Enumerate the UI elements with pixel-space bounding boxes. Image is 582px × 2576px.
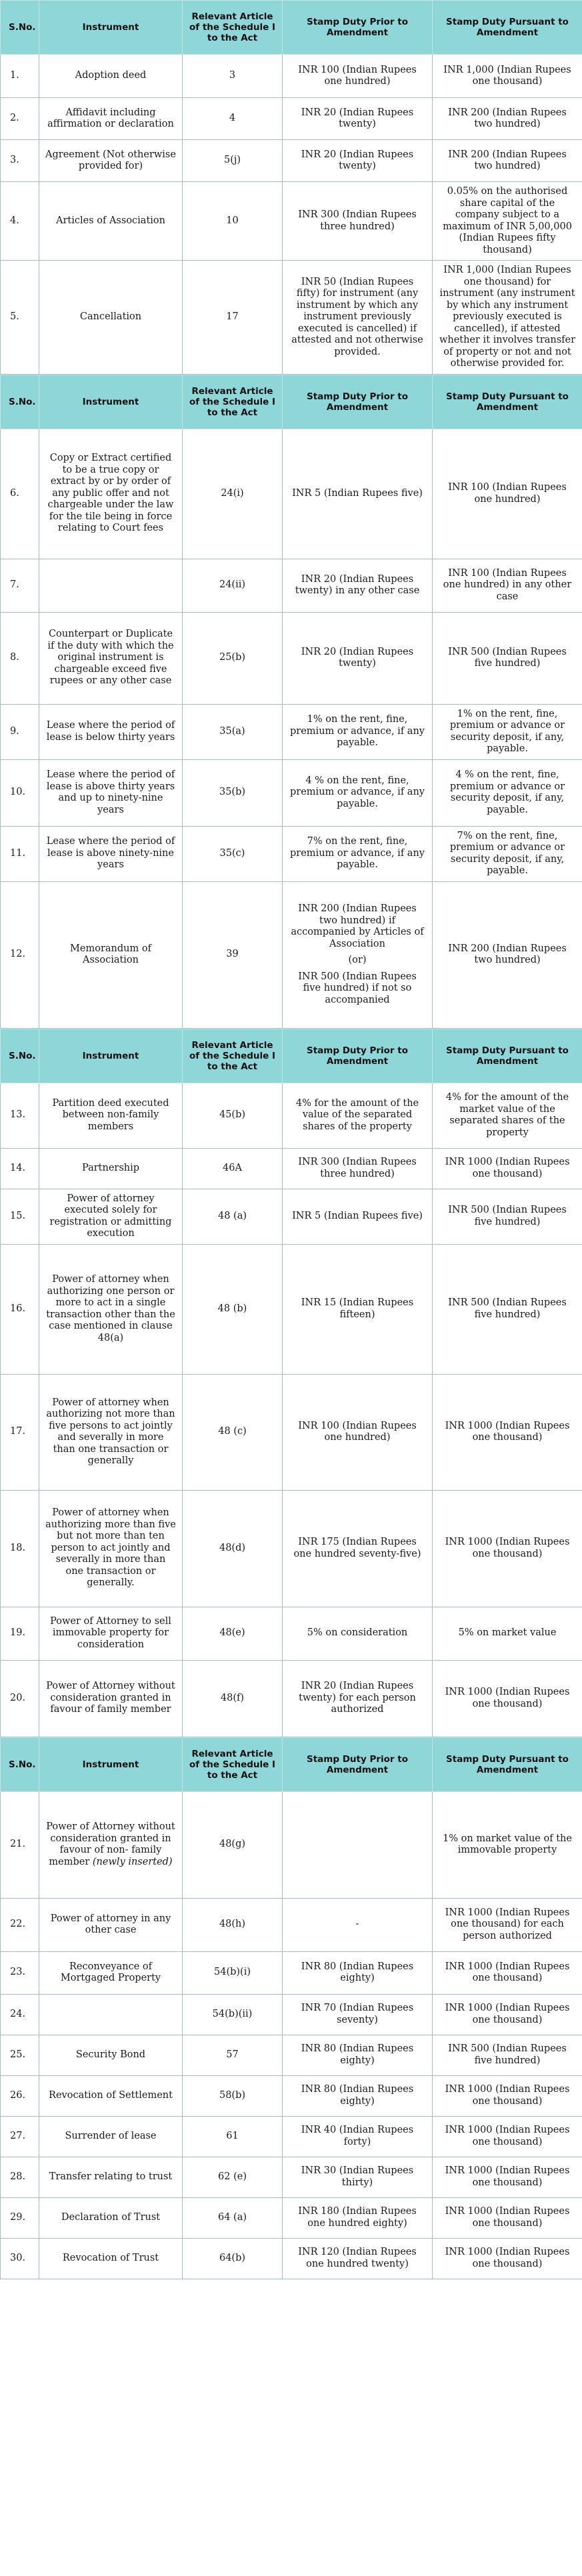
table-row xyxy=(1,1244,582,1374)
row-sno: 16. xyxy=(1,1244,39,1374)
row-instrument: Power of Attorney to sell immovable property for consideration xyxy=(39,1607,183,1660)
row-sno: 2. xyxy=(1,98,39,140)
row-instrument: Power of attorney when authorizing one person or more to act in a single transaction other than the case mentioned in clause 48(a) xyxy=(39,1244,183,1374)
row-sno: 24. xyxy=(1,1994,39,2035)
row-sno: 4. xyxy=(1,182,39,261)
row-instrument: Agreement (Not otherwise provided for) xyxy=(39,140,183,182)
row-prior-duty: INR 5 (Indian Rupees five) xyxy=(283,429,433,559)
row-sno: 13. xyxy=(1,1083,39,1148)
row-prior-duty: INR 20 (Indian Rupees twenty) xyxy=(283,98,433,140)
table-row xyxy=(1,2075,582,2116)
row-pursuant-duty: INR 1000 (Indian Rupees one thousand) xyxy=(433,2075,582,2116)
row-article: 48 (a) xyxy=(183,1189,283,1244)
row-prior-duty: 7% on the rent, fine, premium or advance, if any payable. xyxy=(283,826,433,881)
row-prior-duty: - xyxy=(283,1898,433,1951)
row-sno: 17. xyxy=(1,1374,39,1490)
row-sno: 1. xyxy=(1,55,39,98)
row-sno: 23. xyxy=(1,1951,39,1994)
row-prior-duty: INR 50 (Indian Rupees fifty) for instrument (any instrument by which any instrument previously executed is cancelled) if attested and not otherwise provided. xyxy=(283,261,433,375)
row-instrument: Lease where the period of lease is below thirty years xyxy=(39,704,183,759)
row-prior-duty: INR 80 (Indian Rupees eighty) xyxy=(283,2075,433,2116)
table-row xyxy=(1,759,582,826)
table-row xyxy=(1,1791,582,1898)
row-sno: 5. xyxy=(1,261,39,375)
row-instrument: Power of Attorney without consideration granted in favour of family member xyxy=(39,1660,183,1737)
row-prior-duty xyxy=(283,1791,433,1898)
table-row xyxy=(1,1189,582,1244)
row-instrument: Cancellation xyxy=(39,261,183,375)
row-instrument: Partition deed executed between non-family members xyxy=(39,1083,183,1148)
row-prior-duty: INR 20 (Indian Rupees twenty) for each person authorized xyxy=(283,1660,433,1737)
row-pursuant-duty: INR 1,000 (Indian Rupees one thousand) xyxy=(433,55,582,98)
row-sno: 11. xyxy=(1,826,39,881)
row-article: 64(b) xyxy=(183,2238,283,2279)
row-sno: 3. xyxy=(1,140,39,182)
row-pursuant-duty: 4% for the amount of the market value of the separated shares of the property xyxy=(433,1083,582,1148)
row-pursuant-duty: INR 1000 (Indian Rupees one thousand) for each person authorized xyxy=(433,1898,582,1951)
row-instrument: Revocation of Settlement xyxy=(39,2075,183,2116)
table-row xyxy=(1,559,582,612)
table-header-row xyxy=(1,375,582,429)
table-header-row xyxy=(1,1,582,55)
header-sno: S.No. xyxy=(1,375,39,429)
table-row xyxy=(1,1898,582,1951)
row-article: 64 (a) xyxy=(183,2197,283,2238)
row-instrument: Power of attorney executed solely for registration or admitting execution xyxy=(39,1189,183,1244)
table-row xyxy=(1,261,582,375)
table-row xyxy=(1,1607,582,1660)
table-row xyxy=(1,1374,582,1490)
row-prior-duty: INR 40 (Indian Rupees forty) xyxy=(283,2116,433,2157)
row-sno: 6. xyxy=(1,429,39,559)
row-sno: 15. xyxy=(1,1189,39,1244)
row-article: 62 (e) xyxy=(183,2157,283,2197)
row-prior-duty: INR 70 (Indian Rupees seventy) xyxy=(283,1994,433,2035)
row-prior-duty: INR 20 (Indian Rupees twenty) in any other case xyxy=(283,559,433,612)
row-article: 39 xyxy=(183,881,283,1028)
row-instrument: Affidavit including affirmation or declaration xyxy=(39,98,183,140)
row-pursuant-duty: INR 200 (Indian Rupees two hundred) xyxy=(433,140,582,182)
row-pursuant-duty: 5% on market value xyxy=(433,1607,582,1660)
row-sno: 25. xyxy=(1,2035,39,2075)
row-article: 3 xyxy=(183,55,283,98)
header-sno: S.No. xyxy=(1,1029,39,1083)
header-article: Relevant Article of the Schedule I to the Act xyxy=(183,1029,283,1083)
header-pursuant: Stamp Duty Pursuant to Amendment xyxy=(433,1737,582,1791)
row-prior-duty: INR 5 (Indian Rupees five) xyxy=(283,1189,433,1244)
row-instrument: Articles of Association xyxy=(39,182,183,261)
row-article: 58(b) xyxy=(183,2075,283,2116)
row-sno: 18. xyxy=(1,1490,39,1607)
row-article: 24(ii) xyxy=(183,559,283,612)
row-prior-duty: INR 100 (Indian Rupees one hundred) xyxy=(283,1374,433,1490)
row-pursuant-duty: INR 100 (Indian Rupees one hundred) in any other case xyxy=(433,559,582,612)
row-pursuant-duty: INR 1,000 (Indian Rupees one thousand) for instrument (any instrument by which any instrument previously executed is cancelled), if attested whether it involves transfer of property or not and not otherwise provided for. xyxy=(433,261,582,375)
table-row xyxy=(1,2116,582,2157)
row-instrument: Copy or Extract certified to be a true copy or extract by or by order of any public offer and not chargeable under the law for the tile being in force relating to Court fees xyxy=(39,429,183,559)
row-sno: 30. xyxy=(1,2238,39,2279)
row-article: 57 xyxy=(183,2035,283,2075)
row-prior-duty: INR 15 (Indian Rupees fifteen) xyxy=(283,1244,433,1374)
newly-inserted-note: (newly inserted) xyxy=(92,1856,173,1867)
row-pursuant-duty: INR 500 (Indian Rupees five hundred) xyxy=(433,2035,582,2075)
stamp-duty-table-2 xyxy=(0,375,582,1029)
stamp-duty-table-3 xyxy=(0,1029,582,1737)
row-article: 45(b) xyxy=(183,1083,283,1148)
table-row xyxy=(1,1660,582,1737)
row-pursuant-duty: INR 500 (Indian Rupees five hundred) xyxy=(433,612,582,704)
row-prior-duty: 4 % on the rent, fine, premium or advance, if any payable. xyxy=(283,759,433,826)
row-article: 54(b)(i) xyxy=(183,1951,283,1994)
row-pursuant-duty: INR 200 (Indian Rupees two hundred) xyxy=(433,881,582,1028)
table-row xyxy=(1,2197,582,2238)
row-prior-duty: INR 175 (Indian Rupees one hundred seventy-five) xyxy=(283,1490,433,1607)
table-row xyxy=(1,2157,582,2197)
row-prior-duty: 5% on consideration xyxy=(283,1607,433,1660)
row-pursuant-duty: INR 1000 (Indian Rupees one thousand) xyxy=(433,2197,582,2238)
row-sno: 14. xyxy=(1,1148,39,1189)
row-article: 5(j) xyxy=(183,140,283,182)
row-article: 35(c) xyxy=(183,826,283,881)
header-prior: Stamp Duty Prior to Amendment xyxy=(283,1029,433,1083)
row-sno: 22. xyxy=(1,1898,39,1951)
header-sno: S.No. xyxy=(1,1737,39,1791)
header-article: Relevant Article of the Schedule I to the Act xyxy=(183,375,283,429)
row-instrument xyxy=(39,1791,183,1898)
prior-duty-or: (or) xyxy=(348,955,367,965)
row-pursuant-duty: INR 1000 (Indian Rupees one thousand) xyxy=(433,1660,582,1737)
row-article: 54(b)(ii) xyxy=(183,1994,283,2035)
row-sno: 19. xyxy=(1,1607,39,1660)
table-header-row xyxy=(1,1737,582,1791)
row-pursuant-duty: INR 1000 (Indian Rupees one thousand) xyxy=(433,1374,582,1490)
row-pursuant-duty: INR 1000 (Indian Rupees one thousand) xyxy=(433,1951,582,1994)
header-prior: Stamp Duty Prior to Amendment xyxy=(283,1,433,55)
row-article: 48 (b) xyxy=(183,1244,283,1374)
row-pursuant-duty: INR 1000 (Indian Rupees one thousand) xyxy=(433,1490,582,1607)
table-row xyxy=(1,1994,582,2035)
row-instrument xyxy=(39,1994,183,2035)
header-instrument: Instrument xyxy=(39,1737,183,1791)
row-pursuant-duty: INR 200 (Indian Rupees two hundred) xyxy=(433,98,582,140)
row-article: 48(g) xyxy=(183,1791,283,1898)
stamp-duty-table-1 xyxy=(0,0,582,375)
row-instrument: Partnership xyxy=(39,1148,183,1189)
header-sno: S.No. xyxy=(1,1,39,55)
row-pursuant-duty: INR 500 (Indian Rupees five hundred) xyxy=(433,1244,582,1374)
row-prior-duty: INR 80 (Indian Rupees eighty) xyxy=(283,1951,433,1994)
row-pursuant-duty: INR 1000 (Indian Rupees one thousand) xyxy=(433,2238,582,2279)
row-prior-duty: INR 100 (Indian Rupees one hundred) xyxy=(283,55,433,98)
row-pursuant-duty: 4 % on the rent, fine, premium or advance or security deposit, if any, payable. xyxy=(433,759,582,826)
row-instrument-text: Power of Attorney without consideration granted in favour of non- family member xyxy=(46,1821,175,1867)
header-pursuant: Stamp Duty Pursuant to Amendment xyxy=(433,1029,582,1083)
table-header-row xyxy=(1,1029,582,1083)
table-row xyxy=(1,55,582,98)
row-pursuant-duty: INR 500 (Indian Rupees five hundred) xyxy=(433,1189,582,1244)
row-instrument: Memorandum of Association xyxy=(39,881,183,1028)
header-prior: Stamp Duty Prior to Amendment xyxy=(283,1737,433,1791)
row-sno: 20. xyxy=(1,1660,39,1737)
row-instrument: Power of attorney in any other case xyxy=(39,1898,183,1951)
row-prior-duty: 4% for the amount of the value of the separated shares of the property xyxy=(283,1083,433,1148)
table-row xyxy=(1,612,582,704)
prior-duty-option-a: INR 200 (Indian Rupees two hundred) if accompanied by Articles of Association xyxy=(291,903,424,949)
header-instrument: Instrument xyxy=(39,375,183,429)
table-row xyxy=(1,98,582,140)
row-sno: 28. xyxy=(1,2157,39,2197)
row-article: 10 xyxy=(183,182,283,261)
row-instrument: Security Bond xyxy=(39,2035,183,2075)
header-pursuant: Stamp Duty Pursuant to Amendment xyxy=(433,375,582,429)
row-prior-duty: INR 300 (Indian Rupees three hundred) xyxy=(283,1148,433,1189)
table-row xyxy=(1,2238,582,2279)
row-instrument: Lease where the period of lease is above ninety-nine years xyxy=(39,826,183,881)
row-article: 35(b) xyxy=(183,759,283,826)
row-sno: 7. xyxy=(1,559,39,612)
row-sno: 27. xyxy=(1,2116,39,2157)
prior-duty-option-b: INR 500 (Indian Rupees five hundred) if not so accompanied xyxy=(298,971,417,1005)
table-row xyxy=(1,1490,582,1607)
row-prior-duty: INR 180 (Indian Rupees one hundred eighty) xyxy=(283,2197,433,2238)
row-prior-duty: 1% on the rent, fine, premium or advance, if any payable. xyxy=(283,704,433,759)
row-sno: 9. xyxy=(1,704,39,759)
table-row xyxy=(1,182,582,261)
row-article: 48(h) xyxy=(183,1898,283,1951)
row-pursuant-duty: 1% on market value of the immovable property xyxy=(433,1791,582,1898)
row-prior-duty: INR 120 (Indian Rupees one hundred twenty) xyxy=(283,2238,433,2279)
row-prior-duty xyxy=(283,881,433,1028)
row-pursuant-duty: INR 100 (Indian Rupees one hundred) xyxy=(433,429,582,559)
row-pursuant-duty: INR 1000 (Indian Rupees one thousand) xyxy=(433,2116,582,2157)
row-pursuant-duty: INR 1000 (Indian Rupees one thousand) xyxy=(433,2157,582,2197)
row-prior-duty: INR 30 (Indian Rupees thirty) xyxy=(283,2157,433,2197)
header-article: Relevant Article of the Schedule I to the Act xyxy=(183,1737,283,1791)
row-instrument: Surrender of lease xyxy=(39,2116,183,2157)
row-prior-duty: INR 20 (Indian Rupees twenty) xyxy=(283,612,433,704)
header-article: Relevant Article of the Schedule I to the Act xyxy=(183,1,283,55)
row-instrument xyxy=(39,559,183,612)
table-row xyxy=(1,2035,582,2075)
row-prior-duty: INR 20 (Indian Rupees twenty) xyxy=(283,140,433,182)
row-pursuant-duty: 1% on the rent, fine, premium or advance or security deposit, if any, payable. xyxy=(433,704,582,759)
row-instrument: Transfer relating to trust xyxy=(39,2157,183,2197)
header-instrument: Instrument xyxy=(39,1029,183,1083)
row-article: 35(a) xyxy=(183,704,283,759)
row-instrument: Reconveyance of Mortgaged Property xyxy=(39,1951,183,1994)
row-article: 24(i) xyxy=(183,429,283,559)
row-instrument: Adoption deed xyxy=(39,55,183,98)
row-article: 25(b) xyxy=(183,612,283,704)
row-article: 48(f) xyxy=(183,1660,283,1737)
row-article: 4 xyxy=(183,98,283,140)
row-instrument: Counterpart or Duplicate if the duty with which the original instrument is chargeable exceed five rupees or any other case xyxy=(39,612,183,704)
row-prior-duty: INR 300 (Indian Rupees three hundred) xyxy=(283,182,433,261)
table-row xyxy=(1,1148,582,1189)
row-sno: 12. xyxy=(1,881,39,1028)
row-article: 17 xyxy=(183,261,283,375)
row-instrument: Revocation of Trust xyxy=(39,2238,183,2279)
row-sno: 29. xyxy=(1,2197,39,2238)
table-row xyxy=(1,140,582,182)
table-row xyxy=(1,704,582,759)
row-pursuant-duty: INR 1000 (Indian Rupees one thousand) xyxy=(433,1148,582,1189)
row-sno: 21. xyxy=(1,1791,39,1898)
table-row xyxy=(1,881,582,1028)
row-instrument: Power of attorney when authorizing not more than five persons to act jointly and severally in more than one transaction or generally xyxy=(39,1374,183,1490)
row-pursuant-duty: 7% on the rent, fine, premium or advance or security deposit, if any, payable. xyxy=(433,826,582,881)
row-article: 61 xyxy=(183,2116,283,2157)
row-pursuant-duty: 0.05% on the authorised share capital of the company subject to a maximum of INR 5,00,000 (Indian Rupees fifty thousand) xyxy=(433,182,582,261)
row-article: 48(d) xyxy=(183,1490,283,1607)
row-prior-duty: INR 80 (Indian Rupees eighty) xyxy=(283,2035,433,2075)
header-instrument: Instrument xyxy=(39,1,183,55)
row-sno: 26. xyxy=(1,2075,39,2116)
table-row xyxy=(1,1951,582,1994)
stamp-duty-table-4 xyxy=(0,1737,582,2279)
table-row xyxy=(1,826,582,881)
row-article: 48 (c) xyxy=(183,1374,283,1490)
row-instrument: Lease where the period of lease is above thirty years and up to ninety-nine years xyxy=(39,759,183,826)
header-prior: Stamp Duty Prior to Amendment xyxy=(283,375,433,429)
table-row xyxy=(1,429,582,559)
row-article: 48(e) xyxy=(183,1607,283,1660)
row-sno: 8. xyxy=(1,612,39,704)
row-sno: 10. xyxy=(1,759,39,826)
row-article: 46A xyxy=(183,1148,283,1189)
row-pursuant-duty: INR 1000 (Indian Rupees one thousand) xyxy=(433,1994,582,2035)
row-instrument: Declaration of Trust xyxy=(39,2197,183,2238)
table-row xyxy=(1,1083,582,1148)
row-instrument: Power of attorney when authorizing more than five but not more than ten person to act jointly and severally in more than one transaction or generally. xyxy=(39,1490,183,1607)
header-pursuant: Stamp Duty Pursuant to Amendment xyxy=(433,1,582,55)
